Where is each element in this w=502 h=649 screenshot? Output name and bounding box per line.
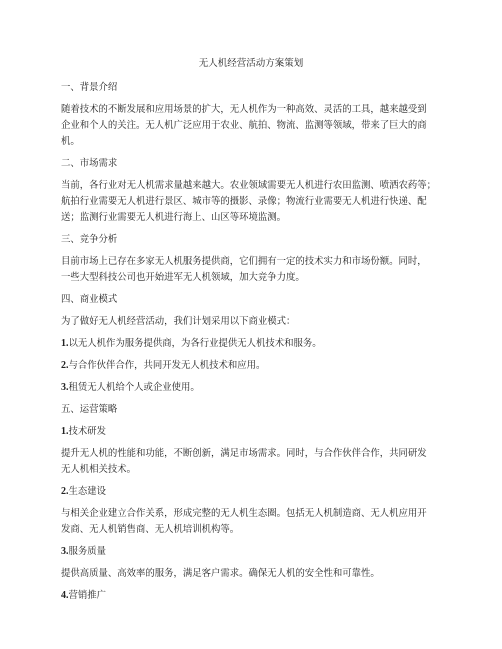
list-item-number: 2.	[61, 360, 69, 371]
paragraph-line: 与相关企业建立合作关系，形成完整的无人机生态圈。包括无人机制造商、无人机应用开	[61, 508, 427, 519]
subsection-heading	[61, 486, 106, 498]
subsection-number: 4.	[61, 590, 69, 601]
paragraph-line: 一些大型科技公司也开始进军无人机领域，加大竞争力度。	[61, 272, 305, 283]
paragraph-line: 提升无人机的性能和功能，不断创新，满足市场需求。同时，与合作伙伴合作，共同研发	[61, 448, 427, 459]
subsection-number: 3.	[61, 546, 69, 557]
paragraph-line: 企业和个人的关注。无人机广泛应用于农业、航拍、物流、监测等领域，带来了巨大的商	[61, 120, 427, 131]
list-item-number: 3.	[61, 382, 69, 393]
subsection-title: 服务质量	[68, 546, 107, 557]
paragraph-line: 机。	[61, 136, 80, 147]
document-title: 无人机经营活动方案策划	[198, 58, 304, 69]
paragraph-line: 当前，各行业对无人机需求量越来越大。农业领域需要无人机进行农田监测、喷洒农药等；	[61, 180, 437, 191]
section-heading: 二、市场需求	[61, 158, 118, 169]
section-heading: 三、竞争分析	[61, 234, 118, 245]
paragraph-line: 为了做好无人机经营活动，我们计划采用以下商业模式：	[61, 316, 296, 327]
subsection-title: 营销推广	[68, 590, 107, 601]
list-item-number: 1.	[61, 338, 69, 349]
list-item-text: 以无人机作为服务提供商，为各行业提供无人机技术和服务。	[68, 338, 322, 349]
section-heading: 四、商业模式	[61, 294, 118, 305]
list-item	[61, 382, 200, 394]
paragraph-line: 航拍行业需要无人机进行景区、城市等的摄影、录像；物流行业需要无人机进行快递、配	[61, 196, 427, 207]
paragraph-line: 送；监测行业需要无人机进行海上、山区等环境监测。	[61, 212, 287, 223]
list-item-text: 与合作伙伴合作，共同开发无人机技术和应用。	[68, 360, 266, 371]
subsection-number: 2.	[61, 486, 69, 497]
list-item-text: 租赁无人机给个人或企业使用。	[68, 382, 200, 393]
section-heading: 五、运营策略	[61, 404, 118, 415]
subsection-number: 1.	[61, 426, 69, 437]
paragraph-line: 无人机相关技术。	[61, 464, 137, 475]
paragraph-line: 提供高质量、高效率的服务，满足客户需求。确保无人机的安全性和可靠性。	[61, 568, 380, 579]
paragraph-line: 发商、无人机销售商、无人机培训机构等。	[61, 524, 240, 535]
subsection-title: 技术研发	[68, 426, 107, 437]
paragraph-line: 目前市场上已存在多家无人机服务提供商，它们拥有一定的技术实力和市场份额。同时，	[61, 256, 427, 267]
paragraph-line: 随着技术的不断发展和应用场景的扩大，无人机作为一种高效、灵活的工具，越来越受到	[61, 104, 427, 115]
subsection-heading	[61, 426, 106, 438]
list-item	[61, 360, 265, 372]
subsection-title: 生态建设	[68, 486, 107, 497]
section-heading: 一、背景介绍	[61, 82, 118, 93]
list-item	[61, 338, 322, 350]
subsection-heading	[61, 546, 106, 558]
subsection-heading	[61, 590, 106, 602]
